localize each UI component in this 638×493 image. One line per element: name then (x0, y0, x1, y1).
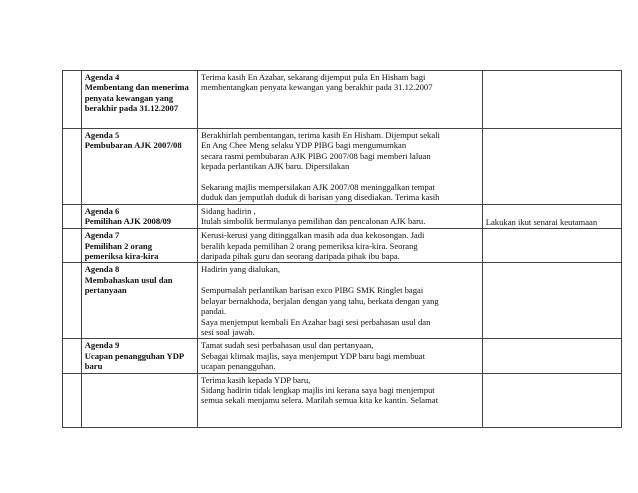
content-cell: Kerusi-kerusi yang ditinggalkan masih ada dua kekosongan. Jadi beralih kepada pemilihan 2 orang pemeriksa kira-kira. Seorang daripada pihak guru dan seorang daripada pihak ibu bapa. (198, 229, 483, 263)
row-margin-cell (63, 229, 82, 263)
action-cell (482, 229, 621, 263)
table-row (63, 129, 622, 205)
agenda-cell (81, 373, 197, 427)
agenda-cell: Agenda 8 Membahaskan usul dan pertanyaan (81, 263, 197, 339)
row-margin-cell (63, 263, 82, 339)
agenda-cell: Agenda 6 Pemilihan AJK 2008/09 (81, 204, 197, 228)
action-cell (482, 263, 621, 339)
table-row (63, 263, 622, 339)
table-row (63, 339, 622, 373)
table-row (63, 204, 622, 228)
action-cell (482, 71, 621, 129)
content-cell: Sidang hadirin , Itulah simbolik bermulanya pemilihan dan pencalonan AJK baru. (198, 204, 483, 228)
action-cell (482, 339, 621, 373)
row-margin-cell (63, 373, 82, 427)
content-cell: Berakhirlah pembentangan, terima kasih En Hisham. Dijemput sekali En Ang Chee Meng selaku YDP PIBG bagi mengumumkan secara rasmi pembubaran AJK PIBG 2007/08 bagi memberi laluan kepada perlantikan AJK baru. Dipersilakan Sekarang majlis mempersilakan AJK 2007/08 meninggalkan tempat duduk dan jemputlah duduk di barisan yang disediakan. Terima kasih (198, 129, 483, 205)
row-margin-cell (63, 129, 82, 205)
row-margin-cell (63, 204, 82, 228)
row-margin-cell (63, 71, 82, 129)
action-cell (482, 129, 621, 205)
agenda-table (62, 70, 622, 428)
agenda-cell: Agenda 7 Pemilihan 2 orang pemeriksa kira-kira (81, 229, 197, 263)
content-cell: Terima kasih kepada YDP baru, Sidang hadirin tidak lengkap majlis ini kerana saya bagi menjemput semua sekali menjamu selera. Marilah semua kita ke kantin. Selamat (198, 373, 483, 427)
table-row (63, 71, 622, 129)
content-cell: Tamat sudah sesi perbahasan usul dan pertanyaan, Sebagai klimak majlis, saya menjemput YDP baru bagi membuat ucapan penangguhan. (198, 339, 483, 373)
agenda-cell: Agenda 4 Membentang dan menerima penyata kewangan yang berakhir pada 31.12.2007 (81, 71, 197, 129)
table-row (63, 373, 622, 427)
action-cell (482, 373, 621, 427)
row-margin-cell (63, 339, 82, 373)
action-cell: Lakukan ikut senarai keutamaan (482, 204, 621, 228)
table-row (63, 229, 622, 263)
agenda-cell: Agenda 5 Pembubaran AJK 2007/08 (81, 129, 197, 205)
content-cell: Terima kasih En Azahar, sekarang dijemput pula En Hisham bagi membentangkan penyata kewangan yang berakhir pada 31.12.2007 (198, 71, 483, 129)
agenda-cell: Agenda 9 Ucapan penangguhan YDP baru (81, 339, 197, 373)
content-cell: Hadirin yang dialukan, Sempurnalah perlantikan barisan exco PIBG SMK Ringlet bagai belayar bernakhoda, berjalan dengan yang tahu, berkata dengan yang pandai. Saya menjemput kembali En Azahar bagi sesi perbahasan usul dan sesi soal jawab. (198, 263, 483, 339)
